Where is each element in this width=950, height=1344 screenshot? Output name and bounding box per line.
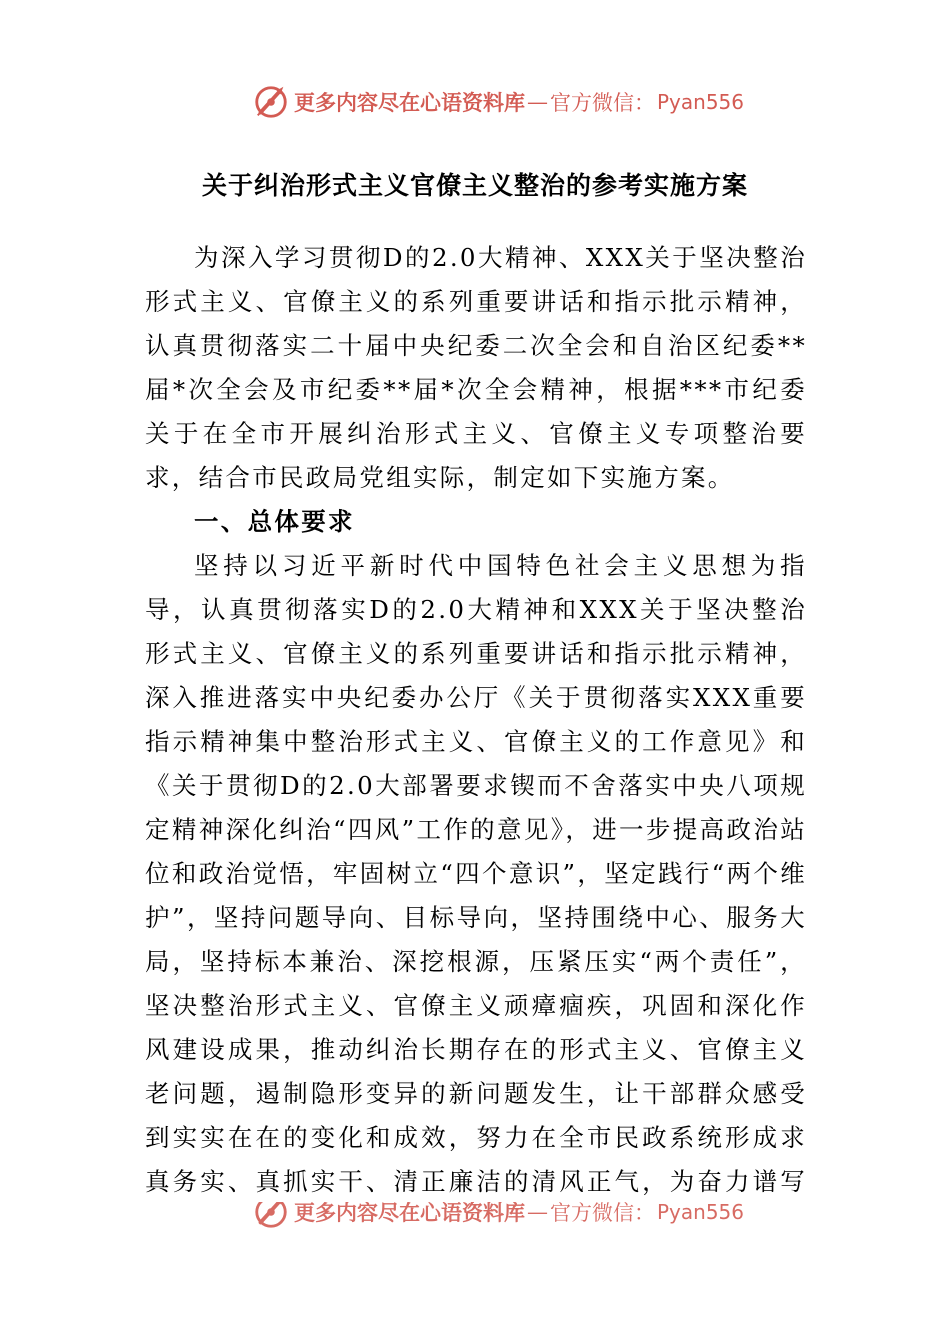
- document-title: 关于纠治形式主义官僚主义整治的参考实施方案: [201, 171, 748, 200]
- section-paragraph: 坚持以习近平新时代中国特色社会主义思想为指导，认真贯彻落实D的2.0大精神和XXX关于坚决整治形式主义、官僚主义的系列重要讲话和指示批示精神，深入推进落实中央纪委办公厅《关于贯彻落实XXX重要指示精神集中整治形式主义、官僚主义的工作意见》和《关于贯彻D的2.0大部署要求锲而不舍落实中央八项规定精神深化纠治“四风”工作的意见》，进一步提高政治站位和政治觉悟，牢固树立“四个意识”，坚定践行“两个维护”，坚持问题导向、目标导向，坚持围绕中心、服务大局，坚持标本兼治、深挖根源，压紧压实“两个责任”，坚决整治形式主义、官僚主义顽瘴痼疾，巩固和深化作风建设成果，推动纠治长期存在的形式主义、官僚主义老问题，遏制隐形变异的新问题发生，让干部群众感受到实实在在的变化和成效，努力在全市民政系统形成求真务实、真抓实干、清正廉洁的清风正气，为奋力谱写: [145, 551, 807, 1196]
- watermark-separator: —: [527, 1202, 548, 1224]
- watermark-separator: —: [527, 90, 548, 114]
- watermark-text: 更多内容尽在心语资料库: [294, 1202, 525, 1225]
- header-watermark: [252, 80, 772, 124]
- pen-logo-icon: [252, 1202, 290, 1231]
- footer-watermark: [252, 1202, 772, 1242]
- pen-logo-icon: [252, 83, 290, 121]
- watermark-wechat-id: Pyan556: [657, 90, 745, 114]
- intro-paragraph: 为深入学习贯彻D的2.0大精神、XXX关于坚决整治形式主义、官僚主义的系列重要讲话和指示批示精神，认真贯彻落实二十届中央纪委二次全会和自治区纪委**届*次全会及市纪委**届*次全会精神，根据***市纪委关于在全市开展纠治形式主义、官僚主义专项整治要求，结合市民政局党组实际，制定如下实施方案。: [145, 243, 807, 492]
- watermark-wechat-label: 官方微信：: [550, 91, 655, 115]
- watermark-wechat-label: 官方微信：: [550, 1202, 655, 1225]
- watermark-text: 更多内容尽在心语资料库: [294, 90, 525, 115]
- document-body: [145, 236, 807, 1204]
- watermark-wechat-id: Pyan556: [657, 1202, 745, 1224]
- section-heading: 一、总体要求: [194, 507, 355, 536]
